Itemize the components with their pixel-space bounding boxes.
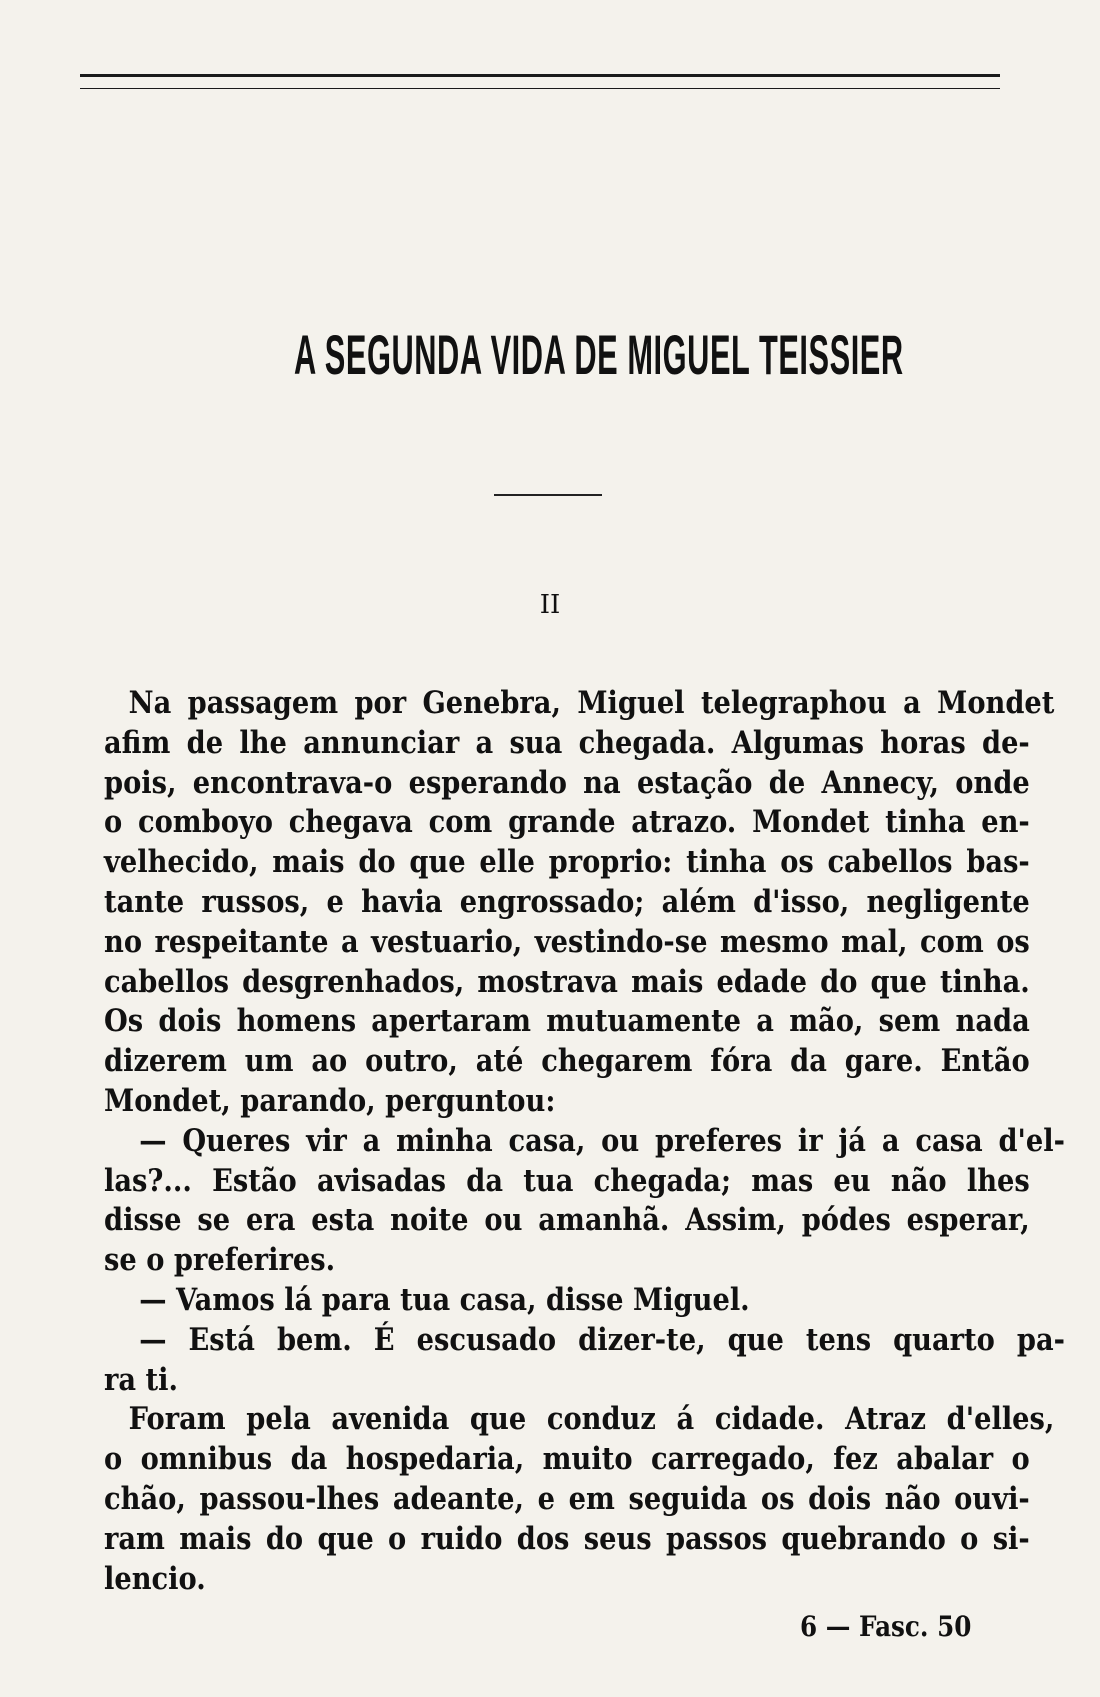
text-line: chão, passou-lhes adeante, e em seguida os dois não ouvi-	[104, 1480, 1030, 1517]
text-line: cabellos desgrenhados, mostrava mais edade do que tinha.	[104, 963, 1030, 1000]
dialogue-line: — Vamos lá para tua casa, disse Miguel.	[139, 1281, 750, 1318]
text-line: afim de lhe annunciar a sua chegada. Algumas horas de-	[104, 724, 1030, 761]
text-line: las?... Estão avisadas da tua chegada; mas eu não lhes	[104, 1162, 1030, 1199]
text-line: o omnibus da hospedaria, muito carregado, fez abalar o	[104, 1441, 1030, 1478]
text-line: pois, encontrava-o esperando na estação de Annecy, onde	[104, 764, 1030, 801]
text-line: Os dois homens apertaram mutuamente a mão, sem nada	[104, 1003, 1030, 1040]
text-line: o comboyo chegava com grande atrazo. Mondet tinha en-	[104, 804, 1030, 841]
text-line: tante russos, e havia engrossado; além d'isso, negligente	[104, 883, 1030, 920]
text-line: se o preferires.	[104, 1242, 336, 1279]
text-line: ram mais do que o ruido dos seus passos quebrando o si-	[104, 1520, 1030, 1557]
text-line: velhecido, mais do que elle proprio: tinha os cabellos bas-	[104, 844, 1030, 881]
title-divider	[494, 494, 602, 496]
header-rule-thin	[80, 88, 1000, 89]
dialogue-line: — Está bem. É escusado dizer-te, que tens quarto pa-	[139, 1321, 1065, 1358]
text-line: Foram pela avenida que conduz á cidade. Atraz d'elles,	[128, 1401, 1055, 1438]
body-text	[104, 684, 1065, 1599]
text-line: ra ti.	[104, 1361, 179, 1398]
header-rule	[80, 74, 1000, 77]
text-line: Mondet, parando, perguntou:	[104, 1082, 556, 1119]
page-footer: 6 — Fasc. 50	[800, 1610, 972, 1643]
text-line: lencio.	[104, 1560, 206, 1597]
text-line: no respeitante a vestuario, vestindo-se mesmo mal, com os	[104, 923, 1030, 960]
chapter-number: II	[539, 590, 561, 620]
text-line: Na passagem por Genebra, Miguel telegraphou a Mondet	[128, 685, 1055, 721]
story-title: A SEGUNDA VIDA DE MIGUEL TEISSIER	[294, 323, 904, 386]
text-line: disse se era esta noite ou amanhã. Assim, pódes esperar,	[104, 1202, 1030, 1239]
dialogue-line: — Queres vir a minha casa, ou preferes ir já a casa d'el-	[139, 1122, 1065, 1159]
text-line: dizerem um ao outro, até chegarem fóra da gare. Então	[104, 1043, 1030, 1080]
